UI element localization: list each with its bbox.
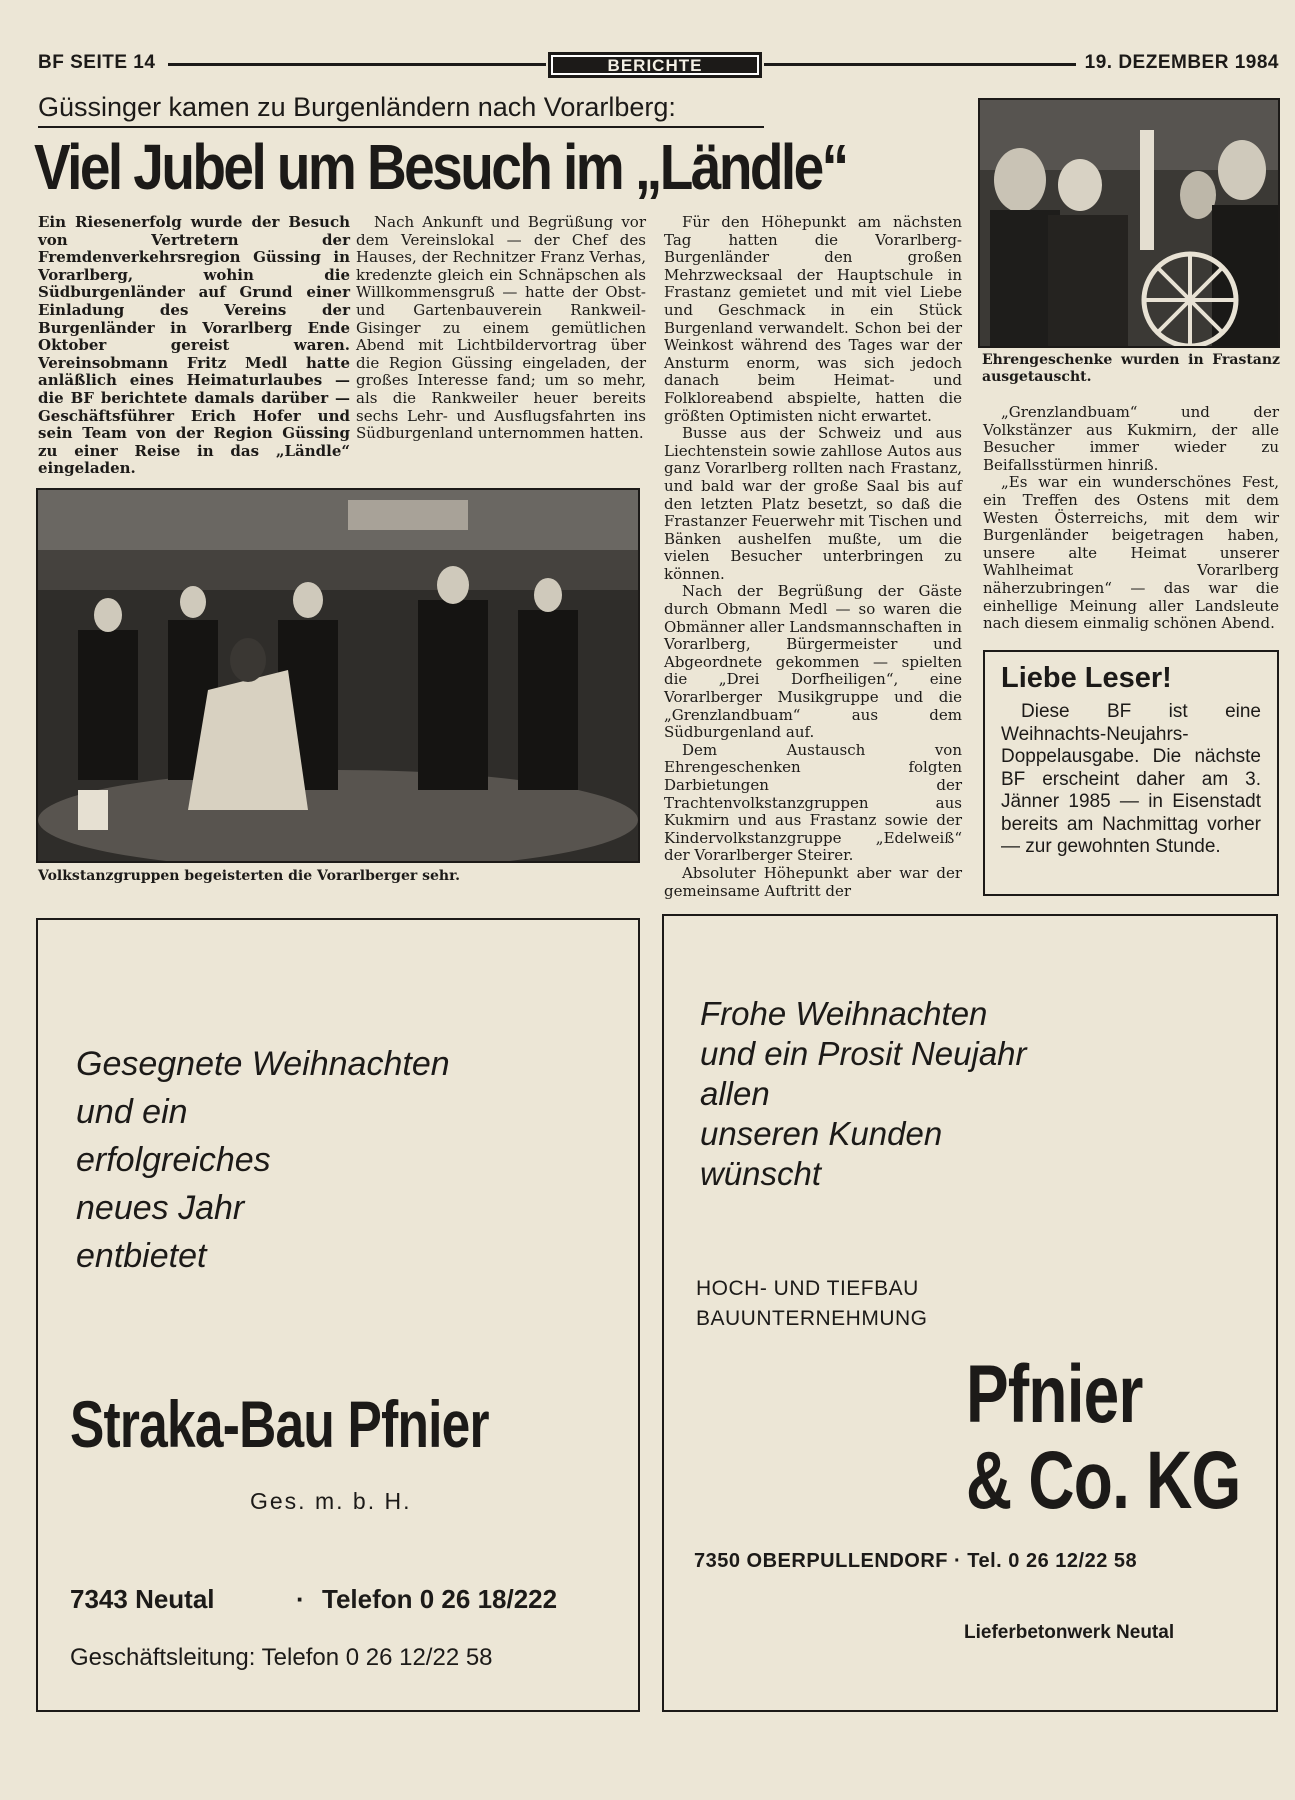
header-rule-left — [168, 63, 546, 66]
ad-right-trade-line: HOCH- UND TIEFBAU — [696, 1277, 919, 1300]
ad-left-legal-form: Ges. m. b. H. — [250, 1488, 412, 1514]
ad-right-greeting-line: Frohe Weihnachten — [700, 995, 988, 1032]
article-column-4 — [983, 404, 1279, 633]
ad-left-phone: Telefon 0 26 18/222 — [322, 1584, 558, 1614]
ad-straka-bau — [36, 918, 640, 1712]
reader-notice-title: Liebe Leser! — [1001, 662, 1172, 694]
reader-notice-text: Diese BF ist eine Weihnachts-Neujahrs-Doppelausgabe. Die nächste BF erscheint daher am 3. Jänner 1985 — in Eisenstadt bereits am Nachmittag vorher — zur gewohnten Stunde. — [1001, 701, 1261, 857]
ad-right-greeting-line: und ein Prosit Neujahr — [700, 1035, 1027, 1072]
ad-right-contact: 7350 OBERPULLENDORF · Tel. 0 26 12/22 58 — [694, 1550, 1138, 1572]
article-column-2 — [356, 214, 646, 443]
photo-dance-caption: Volkstanzgruppen begeisterten die Vorarlberger sehr. — [38, 868, 461, 884]
issue-date: 19. DEZEMBER 1984 — [1084, 52, 1279, 73]
ad-left-separator: · — [296, 1584, 305, 1614]
ad-right-trade — [696, 1274, 928, 1334]
ad-left-company: Straka-Bau Pfnier — [70, 1387, 489, 1461]
photo-gift-exchange — [978, 98, 1280, 348]
article-column-3 — [664, 214, 962, 900]
ad-right-greeting-line: unseren Kunden — [700, 1115, 943, 1152]
ad-right-concrete-plant: Lieferbetonwerk Neutal — [964, 1622, 1175, 1643]
article-kicker: Güssinger kamen zu Burgenländern nach Vorarlberg: — [38, 92, 676, 122]
ad-right-company-line: & Co. KG — [966, 1435, 1241, 1526]
kicker-rule — [38, 126, 764, 128]
ad-left-greeting-line: Gesegnete Weihnachten — [76, 1045, 450, 1083]
ad-right-company-line: Pfnier — [966, 1349, 1143, 1440]
photo-gift-caption: Ehrengeschenke wurden in Frastanz ausgetauscht. — [982, 352, 1280, 385]
reader-notice-box — [983, 650, 1279, 896]
article-column-1 — [38, 214, 350, 478]
photo-folk-dance-image — [38, 490, 638, 861]
photo-gift-exchange-image — [980, 100, 1278, 346]
ad-right-greeting-line: allen — [700, 1075, 770, 1112]
paragraph: „Grenzlandbuam“ und der Volkstänzer aus Kukmirn, der alle Besucher immer wieder zu Beifallsstürmen hinriß. — [983, 403, 1279, 474]
article-headline: Viel Jubel um Besuch im „Ländle“ — [34, 131, 847, 203]
paragraph: Für den Höhepunkt am nächsten Tag hatten die Vorarlberg-Burgenländer den großen Mehrzwecksaal der Hauptschule in Frastanz gemietet und mit viel Liebe und Geschmack in ein Stück Burgenland verwandelt. Schon bei der Weinkost während des Tages war der Ansturm enorm, was sich jedoch danach beim Heimat- und Folkloreabend abspielte, hatten die größten Optimisten nicht erwartet. — [664, 213, 962, 425]
ad-left-greeting — [76, 1040, 450, 1280]
ad-right-trade-line: BAUUNTERNEHMUNG — [696, 1307, 928, 1330]
page-number: BF SEITE 14 — [38, 52, 156, 73]
paragraph: Dem Austausch von Ehrengeschenken folgten Darbietungen der Trachtenvolkstanzgruppen aus Kukmirn und aus Frastanz sowie der Kindervolkstanzgruppe „Edelweiß“ der Vorarlberger Steirer. — [664, 740, 962, 865]
paragraph: „Es war ein wunderschönes Fest, ein Treffen des Ostens mit dem Westen Österreichs, mit dem wir Burgenländer beigetragen haben, unsere alte Heimat unserer Wahlheimat Vorarlberg näherzubringen“ — das war die einhellige Meinung aller Landsleute nach diesem einmalig schönen Abend. — [983, 473, 1279, 633]
ad-right-company — [966, 1349, 1241, 1526]
ad-left-greeting-line: und ein — [76, 1093, 188, 1131]
paragraph: Absoluter Höhepunkt aber war der gemeinsame Auftritt der — [664, 863, 962, 900]
ad-right-greeting — [700, 994, 1027, 1194]
ad-left-greeting-line: erfolgreiches — [76, 1141, 271, 1179]
ad-left-address: 7343 Neutal — [70, 1584, 215, 1614]
section-label-box — [548, 52, 762, 78]
ad-left-greeting-line: neues Jahr — [76, 1189, 245, 1227]
paragraph: Busse aus der Schweiz und aus Liechtenstein sowie zahllose Autos aus ganz Vorarlberg rollten nach Frastanz, und bald war der große Saal bis auf den letzten Platz besetzt, so daß die Frastanzer Feuerwehr mit Tischen und Bänken aushelfen mußte, um die vielen Besucher unterbringen zu können. — [664, 424, 962, 583]
header-rule-right — [764, 63, 1076, 66]
paragraph: Nach Ankunft und Begrüßung vor dem Vereinslokal — der Chef des Hauses, der Rechnitzer Franz Verhas, kredenzte gleich ein Schnäpschen als Willkommensgruß — hatte der Obst- und Gartenbauverein Rankweil-Gisinger zu einem gemütlichen Abend mit Lichtbildervortrag über die Region Güssing eingeladen, der großes Interesse fand; um so mehr, als die Rankweiler heuer bereits sechs Lehr- und Ausflugsfahrten ins Südburgenland unternommen hatten. — [356, 213, 646, 443]
photo-folk-dance — [36, 488, 640, 863]
ad-right-greeting-line: wünscht — [700, 1155, 822, 1192]
ad-left-greeting-line: entbietet — [76, 1237, 207, 1275]
paragraph: Nach der Begrüßung der Gäste durch Obmann Medl — so waren die Obmänner aller Landsmannschaften in Vorarlberg, Bürgermeister und Abgeordnete gekommen — spielten die „Drei Dorfheiligen“, eine Vorarlberger Musikgruppe und die „Grenzlandbuam“ aus dem Südburgenland auf. — [664, 582, 962, 742]
ad-pfnier-co-kg — [662, 914, 1278, 1712]
section-label: BERICHTE — [553, 57, 757, 73]
ad-left-management-phone: Geschäftsleitung: Telefon 0 26 12/22 58 — [70, 1644, 493, 1671]
paragraph: Ein Riesenerfolg wurde der Besuch von Vertretern der Fremdenverkehrsregion Güssing in Vorarlberg, wohin die Südburgenländer auf Grund einer Einladung des Vereins der Burgenländer in Vorarlberg Ende Oktober gereist waren. Vereinsobmann Fritz Medl hatte anläßlich eines Heimaturlaubes — die BF berichtete damals darüber — Geschäftsführer Erich Hofer und sein Team von der Region Güssing zu einer Reise in das „Ländle“ eingeladen. — [38, 213, 350, 478]
